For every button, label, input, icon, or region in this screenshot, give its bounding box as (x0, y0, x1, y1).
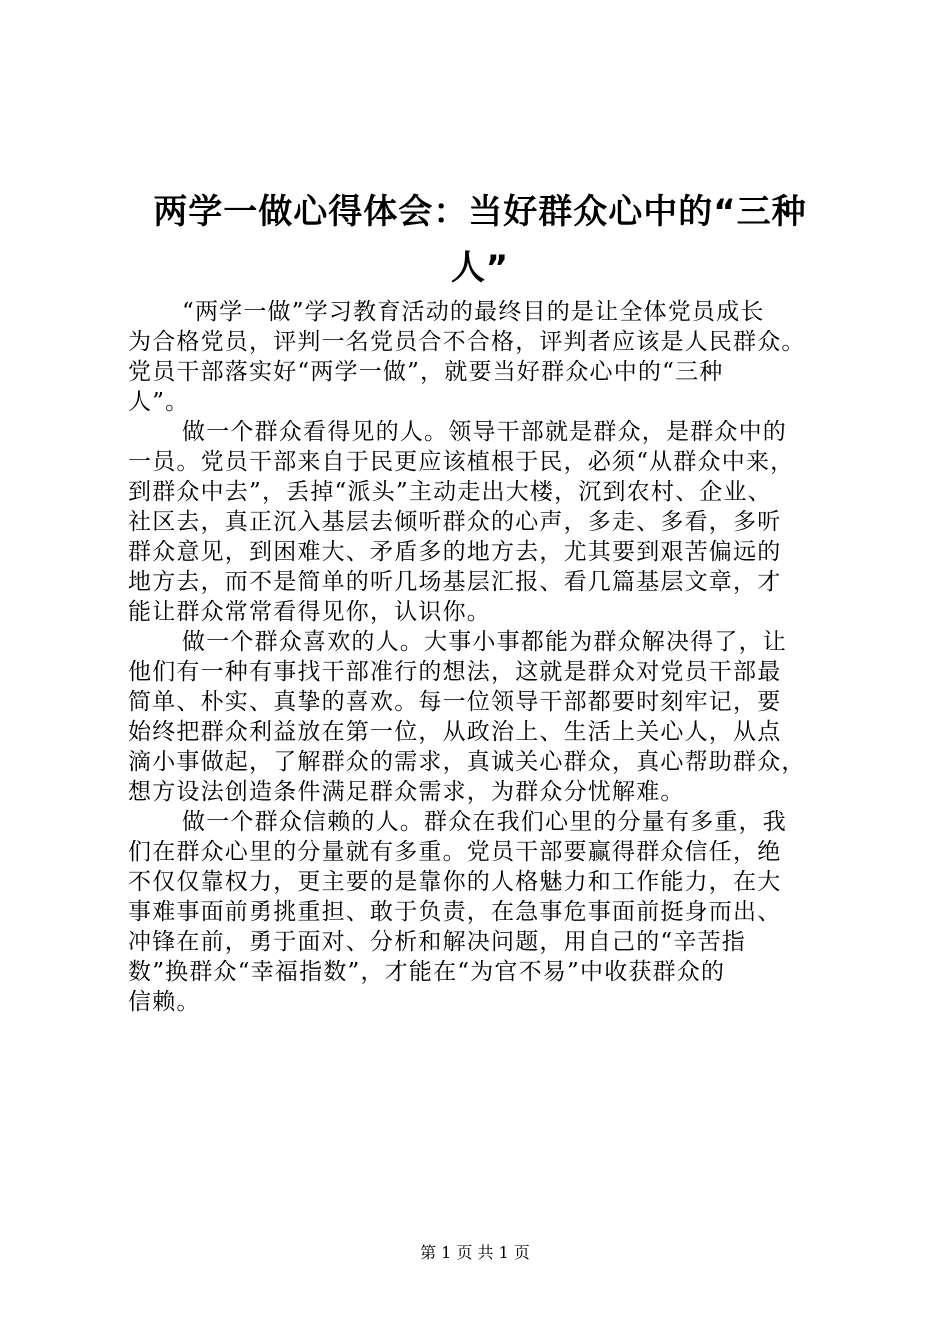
document-title (128, 184, 832, 296)
text-line: 社区去，真正沉入基层去倾听群众的心声，多走、多看，多听 (128, 509, 782, 535)
title-line: 两学一做心得体会：当好群众心中的“三种 (153, 192, 807, 232)
text-line: 做一个群众信赖的人。群众在我们心里的分量有多重，我 (182, 809, 787, 835)
text-line: 党员干部落实好“两学一做”，就要当好群众心中的“三种 (128, 359, 724, 385)
text-line: 冲锋在前，勇于面对、分析和解决问题，用自己的“辛苦指 (128, 929, 746, 955)
text-line: 为合格党员，评判一名党员合不合格，评判者应该是人民群众。 (128, 329, 806, 355)
text-line: 人”。 (128, 389, 190, 415)
paragraph-trusted (128, 807, 832, 1017)
document-body (128, 297, 832, 1017)
paragraph-intro (128, 297, 832, 417)
paragraph-liked (128, 627, 832, 807)
text-line: 地方去，而不是简单的听几场基层汇报、看几篇基层文章，才 (128, 569, 782, 595)
text-line: 想方设法创造条件满足群众需求，为群众分忧解难。 (128, 779, 685, 805)
text-line: 做一个群众看得见的人。领导干部就是群众，是群众中的 (182, 419, 787, 445)
text-line: 做一个群众喜欢的人。大事小事都能为群众解决得了，让 (182, 629, 787, 655)
text-line: 事难事面前勇挑重担、敢于负责，在急事危事面前挺身而出、 (128, 899, 782, 925)
text-line: 能让群众常常看得见你，认识你。 (128, 599, 491, 625)
text-line: 一员。党员干部来自于民更应该植根于民，必须“从群众中来， (128, 449, 795, 475)
text-line: 滴小事做起，了解群众的需求，真诚关心群众，真心帮助群众， (128, 749, 806, 775)
text-line: “两学一做”学习教育活动的最终目的是让全体党员成长 (182, 299, 765, 325)
text-line: 们在群众心里的分量就有多重。党员干部要赢得群众信任，绝 (128, 839, 782, 865)
title-line: 人” (450, 248, 510, 288)
text-line: 始终把群众利益放在第一位，从政治上、生活上关心人，从点 (128, 719, 782, 745)
text-line: 简单、朴实、真挚的喜欢。每一位领导干部都要时刻牢记，要 (128, 689, 782, 715)
page-footer: 第 1 页 共 1 页 (420, 1243, 530, 1262)
text-line: 数”换群众“幸福指数”，才能在“为官不易”中收获群众的 (128, 959, 726, 985)
text-line: 不仅仅靠权力，更主要的是靠你的人格魅力和工作能力，在大 (128, 869, 782, 895)
text-line: 信赖。 (128, 989, 201, 1015)
text-line: 群众意见，到困难大、矛盾多的地方去，尤其要到艰苦偏远的 (128, 539, 782, 565)
text-line: 到群众中去”，丢掉“派头”主动走出大楼，沉到农村、企业、 (128, 479, 772, 505)
paragraph-visible (128, 417, 832, 627)
text-line: 他们有一种有事找干部准行的想法，这就是群众对党员干部最 (128, 659, 782, 685)
